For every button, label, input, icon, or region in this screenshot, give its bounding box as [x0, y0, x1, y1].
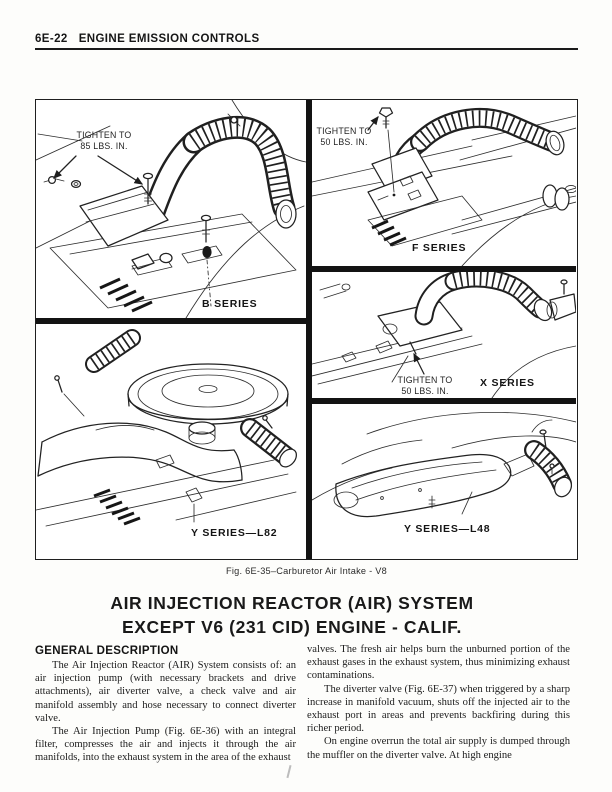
page-header-title: ENGINE EMISSION CONTROLS — [78, 33, 260, 45]
section-title — [8, 592, 576, 640]
torque-note-b: TIGHTEN TO 85 LBS. IN. — [76, 130, 132, 152]
panel-label-f-series: F SERIES — [412, 242, 467, 254]
figure-divider-right-2 — [312, 398, 576, 404]
subheading-general-description: GENERAL DESCRIPTION — [35, 645, 179, 657]
torque-note-x: TIGHTEN TO 50 LBS. IN. — [397, 375, 453, 397]
paragraph: valves. The fresh air helps burn the unburned portion of the exhaust gases in the exhaust system, thus minimizing exhaust contaminations. — [307, 644, 570, 682]
paragraph: The Air Injection Pump (Fig. 6E-36) with an integral filter, compresses the air and injects it through the air manifolds, into the exhaust system in the area of the exhaust — [35, 726, 296, 764]
panel-b-series — [36, 100, 306, 318]
paragraph: The Air Injection Reactor (AIR) System consists of: an air injection pump (with necessary brackets and drive attachments), air diverter valve, a check valve and air manifold assembly and hose necessary to connect diverter valve. — [35, 660, 296, 724]
section-title-line1: AIR INJECTION REACTOR (AIR) SYSTEM — [110, 593, 474, 613]
text-column-right — [307, 643, 570, 762]
panel-label-y-series-l82: Y SERIES—L82 — [191, 527, 278, 539]
figure-divider-vertical — [306, 100, 312, 559]
paragraph: The diverter valve (Fig. 6E-37) when triggered by a sharp increase in manifold vacuum, shuts off the injected air to the exhaust port in areas and prevents backfiring during this richer period. — [307, 683, 570, 735]
page-code: 6E-22 — [35, 33, 68, 45]
y-series-l82-illustration — [36, 324, 306, 558]
scan-artifact — [286, 765, 291, 778]
panel-y-series-l48 — [312, 404, 576, 558]
torque-note-f: TIGHTEN TO 50 LBS. IN. — [316, 126, 372, 148]
panel-x-series — [312, 272, 576, 398]
figure-divider-right-1 — [312, 266, 576, 272]
panel-label-y-series-l48: Y SERIES—L48 — [404, 523, 491, 535]
figure-divider-left — [36, 318, 306, 324]
figure-6e-35 — [35, 99, 578, 560]
panel-label-x-series: X SERIES — [480, 377, 535, 389]
panel-f-series — [312, 100, 576, 266]
figure-caption: Fig. 6E-35–Carburetor Air Intake - V8 — [226, 566, 387, 576]
text-column-left — [35, 659, 296, 765]
panel-label-b-series: B SERIES — [202, 298, 258, 310]
header-rule — [35, 48, 578, 50]
page-header — [35, 33, 260, 45]
section-title-line2: EXCEPT V6 (231 CID) ENGINE - CALIF. — [122, 616, 462, 637]
panel-y-series-l82 — [36, 324, 306, 558]
paragraph: On engine overrun the total air supply is dumped through the muffler on the diverter valve. At high engine — [307, 736, 570, 761]
